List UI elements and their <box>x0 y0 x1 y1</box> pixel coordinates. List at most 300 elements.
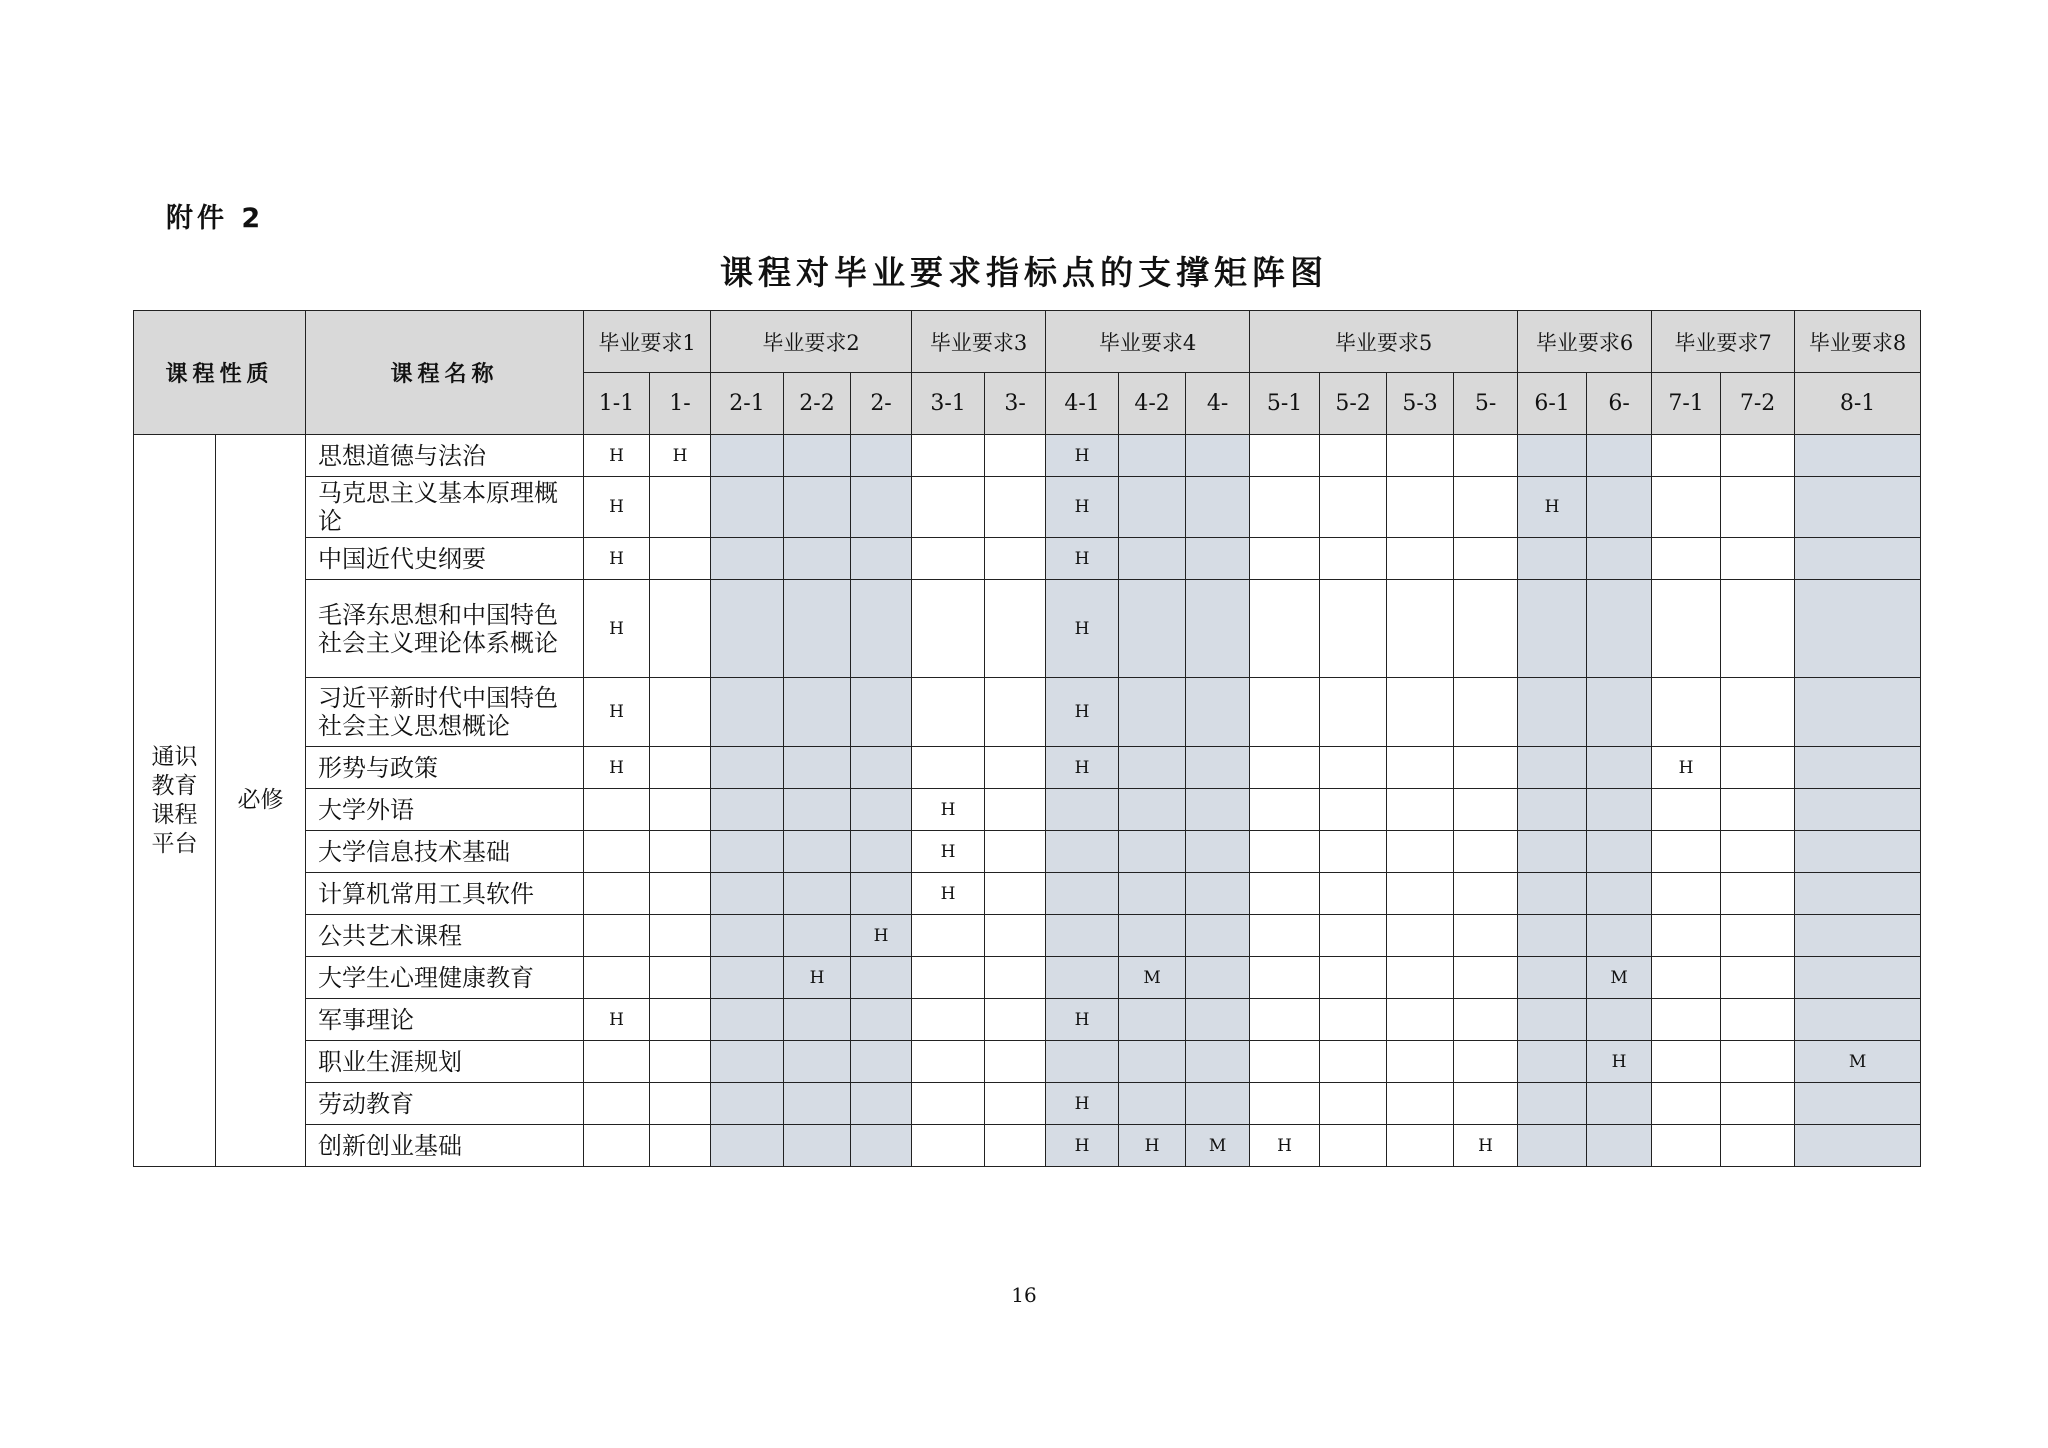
support-cell <box>650 831 711 873</box>
support-cell <box>1250 789 1320 831</box>
support-cell <box>912 957 985 999</box>
support-cell <box>1454 747 1518 789</box>
support-cell <box>1387 873 1454 915</box>
support-cell <box>985 538 1046 580</box>
support-cell <box>1721 1083 1795 1125</box>
support-cell <box>784 678 851 747</box>
table-body <box>134 435 1921 1167</box>
header-course-name: 课程名称 <box>306 311 584 435</box>
support-cell <box>851 538 912 580</box>
support-cell <box>1518 1083 1587 1125</box>
support-cell: H <box>912 873 985 915</box>
support-cell <box>1795 538 1921 580</box>
support-cell <box>1250 915 1320 957</box>
course-name: 马克思主义基本原理概论 <box>306 477 584 538</box>
support-cell <box>650 1041 711 1083</box>
support-cell <box>711 435 784 477</box>
support-cell <box>584 1041 650 1083</box>
course-name: 职业生涯规划 <box>306 1041 584 1083</box>
support-cell <box>1119 435 1186 477</box>
support-cell: H <box>584 435 650 477</box>
support-cell <box>1454 435 1518 477</box>
support-cell <box>1250 1083 1320 1125</box>
support-cell <box>1046 915 1119 957</box>
support-cell: H <box>650 435 711 477</box>
support-cell <box>851 789 912 831</box>
support-cell <box>985 580 1046 678</box>
support-cell <box>1320 678 1387 747</box>
support-cell <box>851 435 912 477</box>
support-cell <box>1795 678 1921 747</box>
support-cell <box>1320 435 1387 477</box>
course-name: 形势与政策 <box>306 747 584 789</box>
support-cell <box>985 1125 1046 1167</box>
support-cell: H <box>1518 477 1587 538</box>
support-cell <box>1721 999 1795 1041</box>
support-cell <box>1587 915 1652 957</box>
course-name: 大学生心理健康教育 <box>306 957 584 999</box>
table-header <box>134 311 1921 435</box>
support-cell <box>1454 789 1518 831</box>
table-row <box>134 957 1921 999</box>
support-cell <box>584 1125 650 1167</box>
support-cell <box>650 1125 711 1167</box>
support-cell <box>1320 957 1387 999</box>
support-cell <box>711 1125 784 1167</box>
header-indicator: 6- <box>1587 373 1652 435</box>
support-cell <box>711 1041 784 1083</box>
support-cell: H <box>584 678 650 747</box>
header-group: 毕业要求7 <box>1652 311 1795 373</box>
support-cell <box>1119 999 1186 1041</box>
support-cell <box>1518 678 1587 747</box>
support-cell <box>1320 477 1387 538</box>
support-cell <box>650 678 711 747</box>
support-cell <box>1795 999 1921 1041</box>
support-cell: M <box>1587 957 1652 999</box>
support-cell <box>584 915 650 957</box>
support-cell: H <box>1046 1125 1119 1167</box>
header-indicator: 1- <box>650 373 711 435</box>
support-cell <box>650 477 711 538</box>
support-cell <box>1454 831 1518 873</box>
support-cell <box>851 678 912 747</box>
support-cell <box>1454 580 1518 678</box>
support-cell <box>1186 1041 1250 1083</box>
support-cell <box>1186 747 1250 789</box>
support-cell <box>1186 831 1250 873</box>
support-cell <box>1250 1041 1320 1083</box>
course-name: 毛泽东思想和中国特色社会主义理论体系概论 <box>306 580 584 678</box>
support-cell <box>1652 789 1721 831</box>
support-cell <box>784 789 851 831</box>
support-cell <box>1652 580 1721 678</box>
support-cell <box>1119 789 1186 831</box>
header-indicator: 4- <box>1186 373 1250 435</box>
support-cell <box>985 1041 1046 1083</box>
support-cell <box>912 580 985 678</box>
course-name: 军事理论 <box>306 999 584 1041</box>
support-cell <box>1721 957 1795 999</box>
support-cell <box>1387 789 1454 831</box>
header-indicator: 2- <box>851 373 912 435</box>
table-row <box>134 999 1921 1041</box>
support-cell <box>1119 915 1186 957</box>
support-cell <box>584 1083 650 1125</box>
support-cell <box>1721 1041 1795 1083</box>
header-indicator: 8-1 <box>1795 373 1921 435</box>
support-cell <box>1250 435 1320 477</box>
course-category: 通识 教育 课程 平台 <box>134 435 216 1167</box>
support-cell <box>912 747 985 789</box>
support-cell <box>1320 580 1387 678</box>
support-cell <box>1320 538 1387 580</box>
support-cell <box>851 477 912 538</box>
support-cell <box>1587 999 1652 1041</box>
course-subcategory: 必修 <box>216 435 306 1167</box>
support-cell <box>1454 1083 1518 1125</box>
support-cell <box>650 915 711 957</box>
support-cell: H <box>1119 1125 1186 1167</box>
support-cell: H <box>1046 999 1119 1041</box>
support-cell <box>584 873 650 915</box>
support-cell <box>985 789 1046 831</box>
support-cell <box>912 1125 985 1167</box>
support-cell: H <box>1046 678 1119 747</box>
support-cell <box>912 1041 985 1083</box>
support-cell <box>985 1083 1046 1125</box>
support-cell <box>1119 831 1186 873</box>
support-cell <box>1587 678 1652 747</box>
support-cell <box>1119 678 1186 747</box>
support-cell <box>584 789 650 831</box>
support-cell <box>711 957 784 999</box>
support-cell <box>1186 957 1250 999</box>
support-cell <box>1387 915 1454 957</box>
table-row <box>134 477 1921 538</box>
support-cell <box>1320 1125 1387 1167</box>
support-cell <box>1320 789 1387 831</box>
document-title: 课程对毕业要求指标点的支撑矩阵图 <box>720 253 1328 292</box>
support-cell <box>1119 1083 1186 1125</box>
header-indicator: 3-1 <box>912 373 985 435</box>
support-cell <box>784 999 851 1041</box>
support-cell <box>784 831 851 873</box>
support-cell <box>711 831 784 873</box>
support-cell <box>1587 789 1652 831</box>
course-name: 中国近代史纲要 <box>306 538 584 580</box>
support-cell <box>1721 747 1795 789</box>
support-cell <box>1186 999 1250 1041</box>
support-cell <box>1587 580 1652 678</box>
support-cell <box>1320 1041 1387 1083</box>
support-cell: H <box>1454 1125 1518 1167</box>
support-cell: H <box>584 999 650 1041</box>
support-cell <box>1721 435 1795 477</box>
header-group: 毕业要求8 <box>1795 311 1921 373</box>
support-cell <box>985 831 1046 873</box>
table-row <box>134 789 1921 831</box>
table-row <box>134 678 1921 747</box>
support-cell <box>1250 999 1320 1041</box>
support-cell <box>711 477 784 538</box>
support-cell: H <box>1046 538 1119 580</box>
support-cell <box>650 538 711 580</box>
support-cell <box>1454 678 1518 747</box>
support-cell <box>1518 580 1587 678</box>
support-cell <box>1186 678 1250 747</box>
support-cell: H <box>1046 580 1119 678</box>
support-cell <box>1250 678 1320 747</box>
support-cell <box>711 678 784 747</box>
support-cell <box>1250 580 1320 678</box>
support-cell <box>1518 873 1587 915</box>
support-cell <box>1518 538 1587 580</box>
support-cell <box>784 1083 851 1125</box>
support-cell <box>1518 915 1587 957</box>
support-cell <box>1320 873 1387 915</box>
course-name: 大学信息技术基础 <box>306 831 584 873</box>
support-cell <box>1186 873 1250 915</box>
header-indicator: 6-1 <box>1518 373 1587 435</box>
support-cell <box>1587 747 1652 789</box>
header-group: 毕业要求3 <box>912 311 1046 373</box>
support-cell <box>650 789 711 831</box>
header-group: 毕业要求2 <box>711 311 912 373</box>
support-cell: H <box>584 477 650 538</box>
support-cell <box>1652 957 1721 999</box>
header-group: 毕业要求4 <box>1046 311 1250 373</box>
support-cell: H <box>584 538 650 580</box>
support-cell <box>912 538 985 580</box>
support-cell: H <box>1046 1083 1119 1125</box>
support-cell <box>851 747 912 789</box>
header-indicator: 1-1 <box>584 373 650 435</box>
support-cell: H <box>1046 477 1119 538</box>
header-course-nature: 课程性质 <box>134 311 306 435</box>
support-cell <box>1186 477 1250 538</box>
support-cell <box>912 915 985 957</box>
support-cell <box>1119 747 1186 789</box>
support-cell <box>1250 957 1320 999</box>
support-cell <box>1518 999 1587 1041</box>
support-cell <box>1046 873 1119 915</box>
header-indicator: 5-3 <box>1387 373 1454 435</box>
support-cell <box>1721 831 1795 873</box>
support-cell <box>584 831 650 873</box>
header-indicator: 7-2 <box>1721 373 1795 435</box>
support-cell <box>1518 789 1587 831</box>
support-cell: M <box>1119 957 1186 999</box>
support-cell <box>1186 789 1250 831</box>
support-cell: H <box>584 580 650 678</box>
support-cell <box>1454 999 1518 1041</box>
support-cell <box>1795 789 1921 831</box>
support-cell <box>784 747 851 789</box>
support-cell <box>1518 747 1587 789</box>
support-cell <box>650 957 711 999</box>
support-cell: H <box>1046 435 1119 477</box>
support-cell <box>1250 747 1320 789</box>
support-cell <box>1795 477 1921 538</box>
support-cell <box>851 873 912 915</box>
support-cell: H <box>584 747 650 789</box>
support-cell <box>784 538 851 580</box>
support-cell <box>1250 477 1320 538</box>
support-cell <box>711 873 784 915</box>
support-cell <box>1387 477 1454 538</box>
support-cell <box>851 580 912 678</box>
support-cell <box>1387 999 1454 1041</box>
support-cell <box>650 1083 711 1125</box>
support-cell <box>1320 747 1387 789</box>
support-cell <box>1587 1083 1652 1125</box>
support-cell <box>1250 831 1320 873</box>
support-cell <box>851 1083 912 1125</box>
course-name: 习近平新时代中国特色社会主义思想概论 <box>306 678 584 747</box>
support-cell <box>1652 678 1721 747</box>
header-indicator: 5- <box>1454 373 1518 435</box>
support-cell <box>784 873 851 915</box>
support-cell: H <box>912 789 985 831</box>
support-cell <box>1518 831 1587 873</box>
support-cell: H <box>1652 747 1721 789</box>
support-cell <box>1387 747 1454 789</box>
support-cell <box>1587 1125 1652 1167</box>
support-cell <box>784 1041 851 1083</box>
support-cell <box>1046 957 1119 999</box>
header-group: 毕业要求6 <box>1518 311 1652 373</box>
support-cell <box>985 435 1046 477</box>
support-cell <box>1587 831 1652 873</box>
support-cell <box>1795 1125 1921 1167</box>
support-cell <box>912 477 985 538</box>
table-row <box>134 435 1921 477</box>
support-cell <box>1186 435 1250 477</box>
support-cell <box>784 1125 851 1167</box>
support-cell <box>912 1083 985 1125</box>
support-cell <box>1518 1041 1587 1083</box>
support-cell <box>650 999 711 1041</box>
table-row <box>134 915 1921 957</box>
support-cell <box>1795 580 1921 678</box>
support-cell <box>1046 789 1119 831</box>
support-cell <box>912 678 985 747</box>
support-cell <box>912 435 985 477</box>
table-row <box>134 1041 1921 1083</box>
header-indicator: 4-1 <box>1046 373 1119 435</box>
support-cell <box>1387 831 1454 873</box>
annex-label: 附件 2 <box>166 203 265 234</box>
support-cell <box>784 580 851 678</box>
header-indicator: 4-2 <box>1119 373 1186 435</box>
support-cell: H <box>784 957 851 999</box>
support-cell <box>1119 580 1186 678</box>
support-cell <box>1387 1041 1454 1083</box>
support-cell <box>1652 435 1721 477</box>
support-cell <box>1387 957 1454 999</box>
support-cell <box>1119 538 1186 580</box>
support-cell: H <box>1046 747 1119 789</box>
course-name: 创新创业基础 <box>306 1125 584 1167</box>
support-cell <box>784 915 851 957</box>
table-row <box>134 1125 1921 1167</box>
support-cell <box>1652 915 1721 957</box>
support-cell <box>1652 1125 1721 1167</box>
support-cell <box>1652 873 1721 915</box>
support-cell <box>1652 477 1721 538</box>
support-cell <box>1652 1041 1721 1083</box>
support-cell <box>711 999 784 1041</box>
support-cell <box>1186 1083 1250 1125</box>
support-cell <box>711 915 784 957</box>
table-row <box>134 747 1921 789</box>
support-cell <box>1186 915 1250 957</box>
course-name: 思想道德与法治 <box>306 435 584 477</box>
support-cell <box>1119 477 1186 538</box>
support-cell <box>851 999 912 1041</box>
support-cell <box>1721 1125 1795 1167</box>
support-cell <box>711 580 784 678</box>
support-cell <box>650 873 711 915</box>
support-cell <box>851 957 912 999</box>
table-row <box>134 580 1921 678</box>
table-row <box>134 873 1921 915</box>
support-cell <box>650 747 711 789</box>
page-number: 16 <box>1011 1283 1037 1307</box>
support-cell <box>1587 538 1652 580</box>
support-cell: H <box>1587 1041 1652 1083</box>
support-cell <box>1320 1083 1387 1125</box>
support-cell <box>1518 1125 1587 1167</box>
support-cell <box>1387 538 1454 580</box>
support-cell <box>1186 580 1250 678</box>
support-cell <box>1320 831 1387 873</box>
support-cell: M <box>1795 1041 1921 1083</box>
header-group: 毕业要求1 <box>584 311 711 373</box>
support-cell <box>851 1041 912 1083</box>
support-cell <box>985 873 1046 915</box>
support-cell <box>1454 477 1518 538</box>
support-cell <box>1795 435 1921 477</box>
support-cell <box>1795 831 1921 873</box>
header-indicator: 2-2 <box>784 373 851 435</box>
support-cell <box>1119 1041 1186 1083</box>
support-cell <box>711 1083 784 1125</box>
support-cell <box>1387 678 1454 747</box>
support-cell <box>1795 873 1921 915</box>
support-cell <box>1454 957 1518 999</box>
support-cell <box>1518 435 1587 477</box>
support-cell <box>1795 1083 1921 1125</box>
support-cell <box>1587 435 1652 477</box>
course-name: 大学外语 <box>306 789 584 831</box>
course-name: 劳动教育 <box>306 1083 584 1125</box>
support-cell <box>985 678 1046 747</box>
support-cell <box>1795 957 1921 999</box>
course-name: 公共艺术课程 <box>306 915 584 957</box>
support-cell <box>1387 1083 1454 1125</box>
support-cell <box>584 957 650 999</box>
course-name: 计算机常用工具软件 <box>306 873 584 915</box>
support-cell <box>1046 1041 1119 1083</box>
support-cell <box>1721 915 1795 957</box>
support-cell <box>1320 915 1387 957</box>
header-indicator: 7-1 <box>1652 373 1721 435</box>
support-cell <box>711 747 784 789</box>
support-cell <box>1721 538 1795 580</box>
support-cell <box>851 831 912 873</box>
